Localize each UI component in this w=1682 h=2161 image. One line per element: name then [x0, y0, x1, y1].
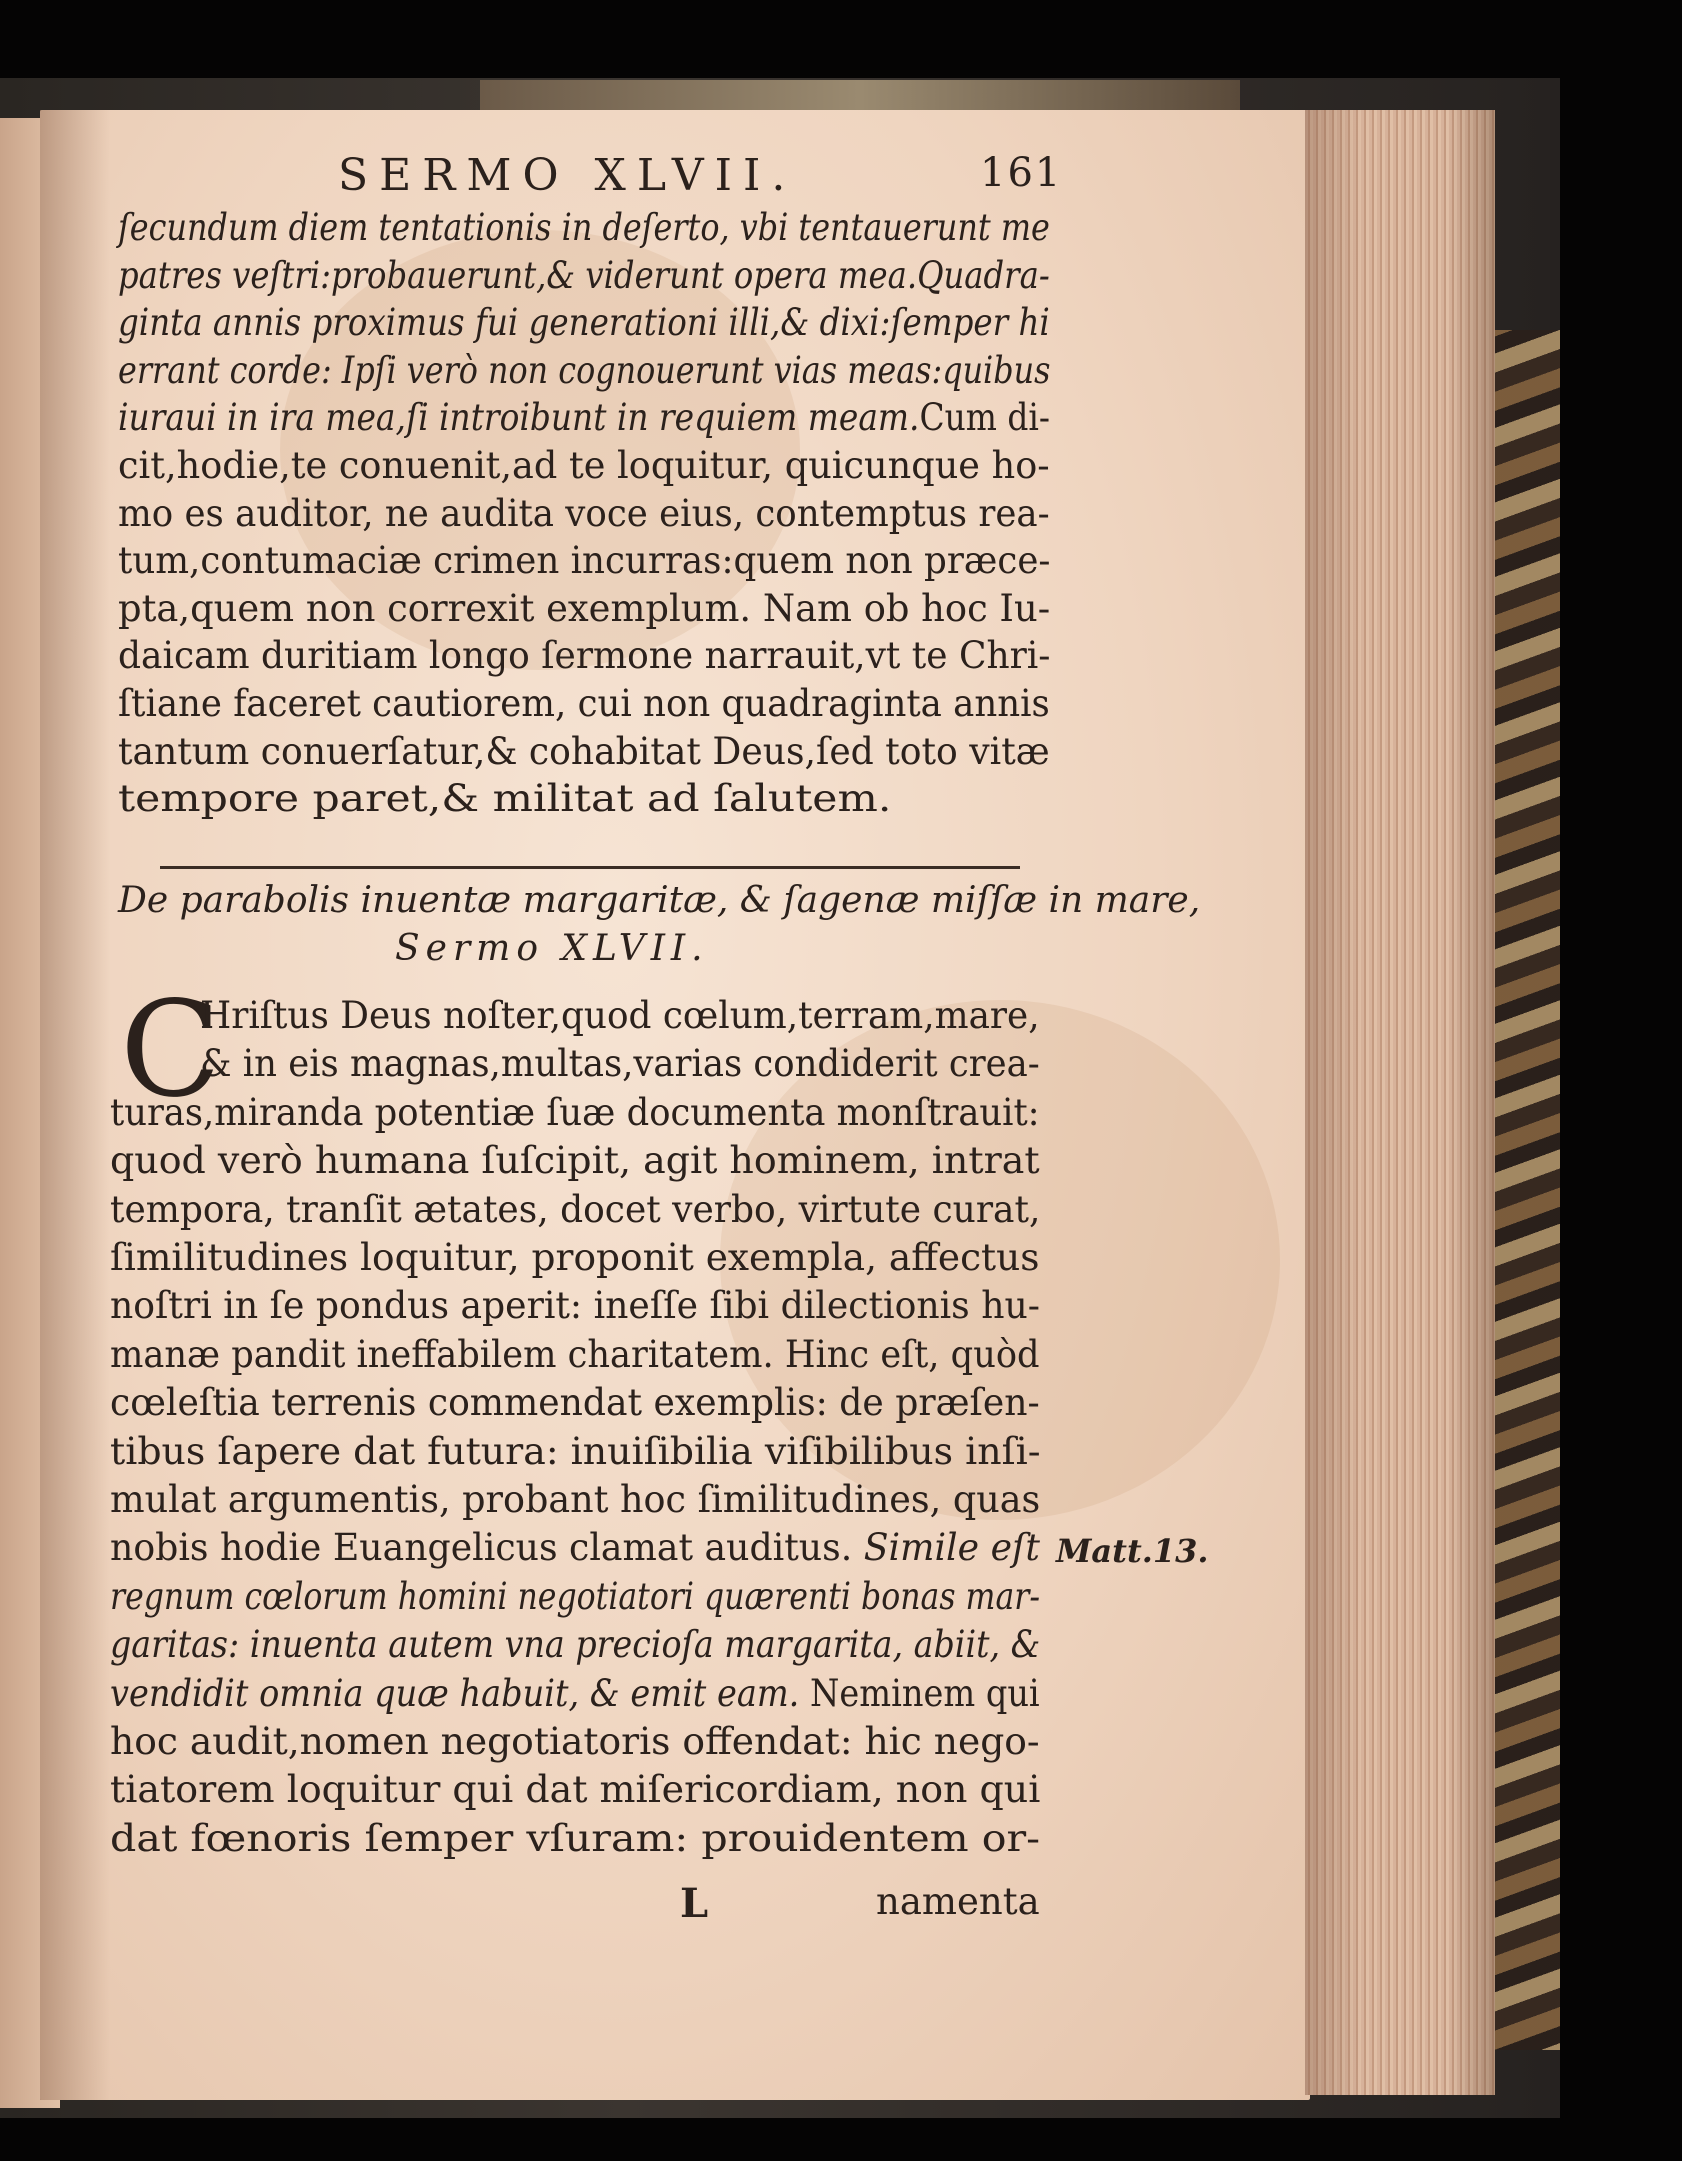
roman-run: Hriſtus Deus noſter,quod cœlum,terram,mare, — [200, 994, 1040, 1037]
roman-run: daicam duritiam longo ſermone narrauit,vt te Chri- — [118, 634, 1051, 678]
roman-run: Neminem qui — [799, 1671, 1040, 1715]
text-line — [118, 303, 1050, 343]
roman-run: ſimilitudines loquitur, proponit exempla, affectus — [110, 1236, 1040, 1279]
sermon-title-line: De parabolis inuentæ margaritæ, & ſagenæ miſſæ in mare, — [118, 880, 1201, 921]
text-line — [110, 1816, 1041, 1860]
roman-run: tantum conuerſatur,& cohabitat Deus,ſed toto vitæ — [118, 729, 1050, 773]
roman-run: pta,quem non correxit exemplum. Nam ob hoc Iu- — [118, 586, 1051, 630]
roman-run: mo es auditor, ne audita voce eius, contemptus rea- — [118, 491, 1050, 535]
roman-run: mulat argumentis, probant hoc ſimilitudines, quas — [110, 1478, 1041, 1521]
running-head: SERMO XLVII. — [338, 150, 797, 201]
signature-mark: L — [680, 1880, 709, 1927]
italic-run: regnum cœlorum homini negotiatori quærenti bonas mar- — [110, 1574, 1040, 1618]
roman-run: hoc audit,nomen negotiatoris offendat: hic nego- — [110, 1720, 1040, 1763]
text-line — [118, 684, 1050, 724]
roman-run: cit,hodie,te conuenit,ad te loquitur, quicunque ho- — [118, 444, 1050, 487]
page-block-shade — [1305, 110, 1495, 2095]
drop-cap: C — [120, 973, 221, 1127]
text-line — [118, 491, 1050, 535]
text-line — [118, 586, 1051, 630]
roman-run: nobis hodie Euangelicus clamat auditus. — [110, 1526, 864, 1570]
page-number: 161 — [980, 150, 1063, 196]
text-line — [110, 1286, 1040, 1326]
italic-run: vendidit omnia quæ habuit, & emit eam. — [110, 1671, 800, 1715]
text-line — [118, 636, 1050, 676]
text-line — [110, 1671, 1040, 1715]
roman-run: ſtiane faceret cautiorem, cui non quadraginta annis — [118, 682, 1050, 725]
cover-top-edge — [480, 80, 1240, 112]
text-line — [110, 1429, 1041, 1473]
text-line — [118, 779, 891, 819]
roman-run: tiatorem loquitur qui dat miſericordiam, non qui — [110, 1768, 1041, 1812]
text-line — [118, 348, 1051, 392]
text-line — [200, 1044, 1040, 1084]
roman-run: tibus ſapere dat futura: inuiſibilia viſibilibus inſi- — [110, 1429, 1041, 1473]
text-line — [110, 1480, 1040, 1520]
text-line — [110, 1383, 1040, 1423]
text-line — [110, 1141, 1040, 1181]
italic-run: ginta annis proximus fui generationi illi,& dixi:ſemper hi — [118, 301, 1050, 345]
roman-run: tempore paret,& militat ad ſalutem. — [118, 777, 892, 821]
text-line — [110, 1722, 1040, 1762]
text-line — [110, 1238, 1040, 1278]
text-line — [118, 729, 1050, 773]
roman-run: manæ pandit ineffabilem charitatem. Hinc eſt, quòd — [110, 1332, 1040, 1376]
text-line — [110, 1625, 1040, 1665]
roman-run: noſtri in ſe pondus aperit: ineſſe ſibi dilectionis hu- — [110, 1284, 1040, 1328]
italic-run: Simile eſt — [863, 1526, 1040, 1570]
text-line — [110, 1090, 1040, 1134]
margin-note: Matt.13. — [1056, 1532, 1209, 1570]
roman-run: tempora, tranſit ætates, docet verbo, virtute curat, — [110, 1187, 1041, 1231]
page-gutter-shadow — [40, 110, 110, 2100]
italic-run: iuraui in ira mea,ſi introibunt in requiem meam. — [118, 396, 920, 440]
italic-run: garitas: inuenta autem vna precioſa margarita, abiit, & — [110, 1623, 1041, 1667]
text-line — [118, 446, 1050, 486]
text-line — [118, 541, 1050, 581]
roman-run: & in eis magnas,multas,varias condiderit crea- — [200, 1042, 1040, 1086]
sermon-title-line: Sermo XLVII. — [395, 928, 709, 969]
text-line — [110, 1574, 1040, 1618]
text-line — [118, 208, 1050, 248]
roman-run: Cum di- — [919, 396, 1050, 440]
text-line — [110, 1528, 1040, 1568]
roman-run: cœleſtia terrenis commendat exemplis: de præſen- — [110, 1381, 1040, 1425]
roman-run: tum,contumaciæ crimen incurras:quem non præce- — [118, 539, 1051, 583]
roman-run: dat fœnoris ſemper vſuram: prouidentem or- — [110, 1816, 1041, 1860]
text-line — [118, 253, 1050, 297]
catchword: namenta — [876, 1880, 1040, 1923]
text-line — [118, 398, 1050, 438]
section-rule — [160, 866, 1020, 869]
italic-run: ſecundum diem tentationis in deſerto, vbi tentauerunt me — [118, 206, 1050, 249]
italic-run: errant corde: Ipſi verò non cognouerunt vias meas:quibus — [118, 348, 1051, 392]
roman-run: turas,miranda potentiæ ſuæ documenta monſtrauit: — [110, 1090, 1040, 1134]
italic-run: patres veſtri:probauerunt,& viderunt opera mea.Quadra- — [118, 253, 1050, 297]
text-line — [110, 1332, 1040, 1376]
text-line — [200, 996, 1040, 1036]
roman-run: quod verò humana ſuſcipit, agit hominem, intrat — [110, 1139, 1040, 1183]
text-line — [110, 1187, 1041, 1231]
text-line — [110, 1770, 1040, 1810]
